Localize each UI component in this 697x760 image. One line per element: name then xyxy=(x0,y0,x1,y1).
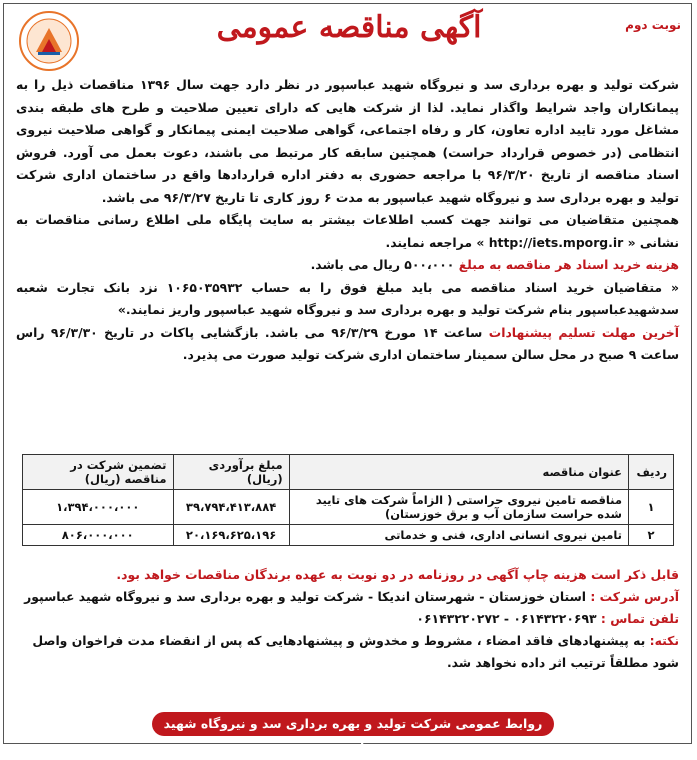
address-text: استان خوزستان - شهرستان اندیکا - شرکت تولید و بهره برداری سد و نیروگاه شهید عباسپور xyxy=(24,589,587,604)
info-paragraph xyxy=(16,209,679,254)
tender-title: مناقصه تامین نیروی حراستی ( الزاماً شرکت های تایید شده حراست سازمان آب و برق خوزستان) xyxy=(289,490,628,525)
tender-notice xyxy=(3,3,692,755)
deadline-paragraph xyxy=(16,322,679,367)
guarantee-amount: ۱،۳۹۴،۰۰۰،۰۰۰ xyxy=(23,490,174,525)
notice-body xyxy=(16,74,679,367)
header-guarantee: تضمین شرکت در مناقصه (ریال) xyxy=(23,455,174,490)
print-cost-note: قابل ذکر است هزینه چاپ آگهی در روزنامه در دو نوبت به عهده برندگان مناقصات خواهد بود. xyxy=(116,567,679,582)
estimate-amount: ۳۹،۷۹۴،۴۱۳،۸۸۴ xyxy=(173,490,289,525)
deadline-label: آخرین مهلت تسلیم پیشنهادات xyxy=(488,324,679,340)
guarantee-amount: ۸۰۶،۰۰۰،۰۰۰ xyxy=(23,525,174,546)
table-row xyxy=(23,490,674,525)
table-header-row xyxy=(23,455,674,490)
tender-title: تامین نیروی انسانی اداری، فنی و خدماتی xyxy=(289,525,628,546)
header-estimate: مبلغ برآوردی (ریال) xyxy=(173,455,289,490)
row-number: ۱ xyxy=(629,490,674,525)
organization-emblem-icon xyxy=(18,10,80,72)
note-label: نکته: xyxy=(649,633,679,648)
intro-paragraph: شرکت تولید و بهره برداری سد و نیروگاه شهید عباسپور در نظر دارد جهت سال ۱۳۹۶ مناقصات ذیل را به پیمانکاران واجد شرایط واگذار نماید. لذا از شرکت هایی که دارای تعیین صلاحیت و طرح های طبقه بندی مشاغل مورد تایید اداره تعاون، کار و رفاه اجتماعی، گواهی صلاحیت ایمنی پیمانکار و گواهی صلاحیت نیروی انتظامی (در خصوص قرارداد حراست) همچنین سابقه کار مرتبط می باشند، دعوت بعمل می آورد. فروش اسناد مناقصه از تاریخ ۹۶/۳/۲۰ با مراجعه حضوری به دفتر اداره قراردادها واقع در ساختمان اداری شرکت تولید و بهره برداری سد و نیروگاه شهید عباسپور به مدت ۶ روز کاری تا تاریخ ۹۶/۳/۲۷ می باشد. xyxy=(16,77,679,205)
header-tender-title: عنوان مناقصه xyxy=(289,455,628,490)
notice-title: آگهی مناقصه عمومی xyxy=(216,10,482,45)
address-line xyxy=(16,586,679,608)
table-row xyxy=(23,525,674,546)
phone-line xyxy=(16,608,679,630)
address-label: آدرس شرکت : xyxy=(590,589,679,604)
tender-website-link[interactable]: http://iets.mporg.ir xyxy=(488,234,624,250)
tender-table xyxy=(22,454,674,546)
publication-round: نوبت دوم xyxy=(625,18,681,32)
note-text: به پیشنهادهای فاقد امضاء ، مشروط و مخدوش و پیشنهادهایی که پس از انقضاء مدت فراخوان واصل شود مطلقاً ترتیب اثر داده نخواهد شد. xyxy=(32,633,679,670)
info-text-start: همچنین متقاضیان می توانند جهت کسب اطلاعات بیشتر به سایت پایگاه ملی اطلاع رسانی مناقصات به نشانی « xyxy=(16,212,679,250)
deadline-text: ساعت ۱۴ مورخ ۹۶/۳/۲۹ می باشد. بازگشایی پاکات در تاریخ ۹۶/۳/۳۰ راس ساعت ۹ صبح در محل سالن سمینار ساختمان اداری شرکت تولید صورت می پذیرد. xyxy=(16,324,679,362)
estimate-amount: ۲۰،۱۶۹،۶۲۵،۱۹۶ xyxy=(173,525,289,546)
info-text-end: » مراجعه نمایند. xyxy=(385,234,485,250)
notice-header xyxy=(4,4,693,70)
phone-label: تلفن تماس : xyxy=(600,611,679,626)
notice-footer xyxy=(16,564,679,674)
fee-value: ۵۰۰،۰۰۰ ریال می باشد. xyxy=(310,257,455,272)
warning-note xyxy=(16,630,679,674)
phone-numbers: ۰۶۱۴۳۲۲۰۶۹۳ - ۰۶۱۴۳۲۲۰۲۷۲ xyxy=(416,611,597,626)
fee-paragraph xyxy=(16,254,679,277)
payment-paragraph: « متقاضیان خرید اسناد مناقصه می باید مبلغ فوق را به حساب ۱۰۶۵۰۳۵۹۳۲ نزد بانک تجارت شعبه سدشهیدعباسپور بنام شرکت تولید و بهره برداری سد و نیروگاه شهید عباسپور واریز نمایند.» xyxy=(16,279,679,317)
public-relations-banner: روابط عمومی شرکت تولید و بهره برداری سد و نیروگاه شهید عباسپور xyxy=(152,712,554,736)
header-row-number: ردیف xyxy=(629,455,674,490)
fee-label: هزینه خرید اسناد هر مناقصه به مبلغ xyxy=(458,257,679,272)
row-number: ۲ xyxy=(629,525,674,546)
